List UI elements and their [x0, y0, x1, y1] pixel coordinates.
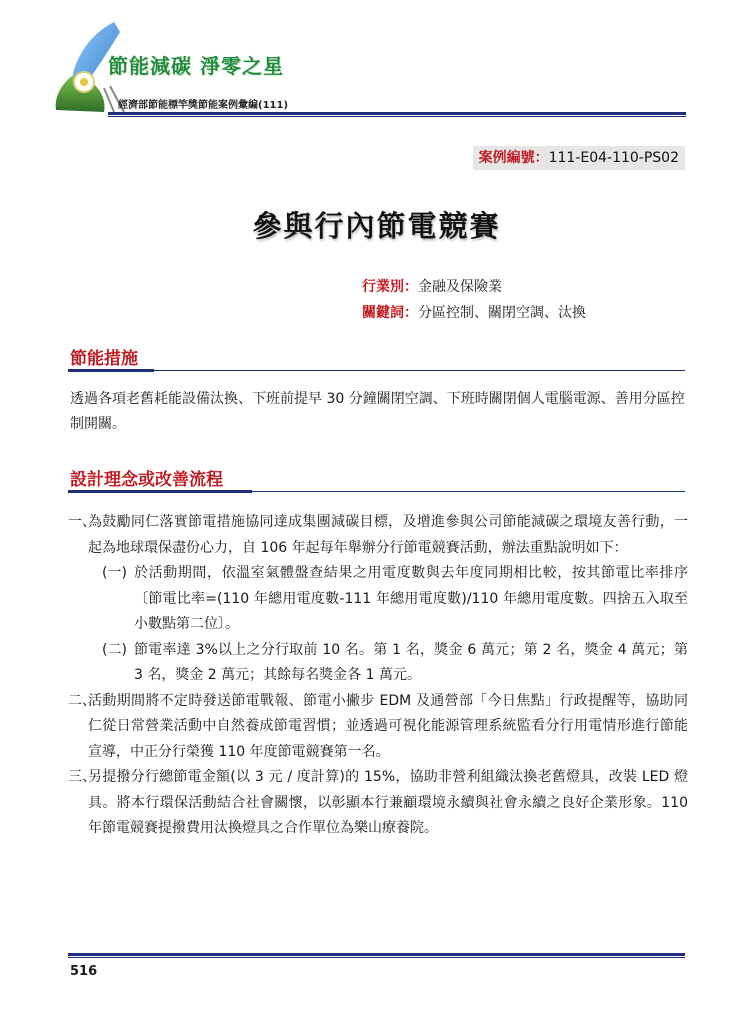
list-item-text: 為鼓勵同仁落實節電措施協同達成集團減碳目標，及增進參與公司節能減碳之環境友善行動，一起為地球環保盡份心力，自 106 年起每年舉辦分行節電競賽活動，辦法重點說明如下： — [88, 514, 688, 556]
footer-rule — [68, 953, 685, 956]
header-subtitle: 經濟部節能標竿獎節能案例彙編(111) — [118, 100, 289, 111]
keywords-value: 分區控制、關閉空調、汰換 — [418, 305, 586, 321]
industry-row — [362, 276, 502, 296]
section-heading-process: 設計理念或改善流程 — [70, 470, 223, 490]
list-item-text: 於活動期間，依溫室氣體盤查結果之用電度數與去年度同期相比較，按其節電比率排序〔節電比率=(110 年總用電度數-111 年總用電度數)/110 年總用電度數。四捨五入取至小數點第二位〕。 — [134, 565, 688, 632]
list-item-text: 另提撥分行總節電金額(以 3 元 / 度計算)的 15%，協助非營利組織汰換老舊燈具，改裝 LED 燈具。將本行環保活動結合社會關懷，以彰顯本行兼顧環境永續與社會永續之良好企業形象。110 年節電競賽提撥費用汰換燈具之合作單位為樂山療養院。 — [88, 769, 688, 836]
list-item-text: 節電率達 3%以上之分行取前 10 名。第 1 名，獎金 6 萬元；第 2 名，獎金 4 萬元；第 3 名，獎金 2 萬元；其餘每名獎金各 1 萬元。 — [134, 641, 688, 683]
header-rule-thin — [108, 116, 686, 117]
list-item-text: 活動期間將不定時發送節電戰報、節電小撇步 EDM 及通營部「今日焦點」行政提醒等，協助同仁從日常營業活動中自然養成節電習慣；並透過可視化能源管理系統監看分行用電情形進行節能宣導，中正分行榮獲 110 年度節電競賽第一名。 — [88, 692, 688, 760]
list-item — [68, 689, 688, 766]
industry-label: 行業別： — [362, 279, 418, 295]
sub-list-item — [68, 561, 688, 638]
keywords-label: 關鍵詞： — [362, 305, 418, 321]
list-marker: (二) — [102, 641, 127, 658]
industry-value: 金融及保險業 — [418, 279, 502, 295]
measures-body: 透過各項老舊耗能設備汰換、下班前提早 30 分鐘關閉空調、下班時關閉個人電腦電源、善用分區控制開關。 — [70, 391, 685, 432]
page-number: 516 — [70, 964, 98, 979]
list-marker: 三、 — [68, 769, 96, 785]
case-number — [473, 146, 685, 170]
section-heading-measures: 節能措施 — [70, 349, 138, 369]
list-marker: 二、 — [68, 692, 96, 709]
keywords-row — [362, 302, 586, 322]
process-list — [68, 510, 688, 842]
logo-title: 節能減碳 淨零之星 — [108, 54, 284, 78]
section-rule — [68, 370, 685, 371]
sub-list-item — [68, 638, 688, 689]
section-underline — [68, 369, 154, 372]
page-title: 參與行內節電競賽 — [252, 209, 501, 243]
list-item — [68, 765, 688, 842]
list-marker: 一、 — [68, 514, 96, 530]
section-underline — [68, 490, 252, 493]
case-number-value: 111-E04-110-PS02 — [548, 150, 679, 166]
header-rule — [108, 112, 686, 115]
list-marker: (一) — [102, 565, 127, 581]
footer-rule-thin — [68, 957, 685, 958]
case-number-label: 案例編號： — [478, 150, 549, 166]
list-item — [68, 510, 688, 561]
